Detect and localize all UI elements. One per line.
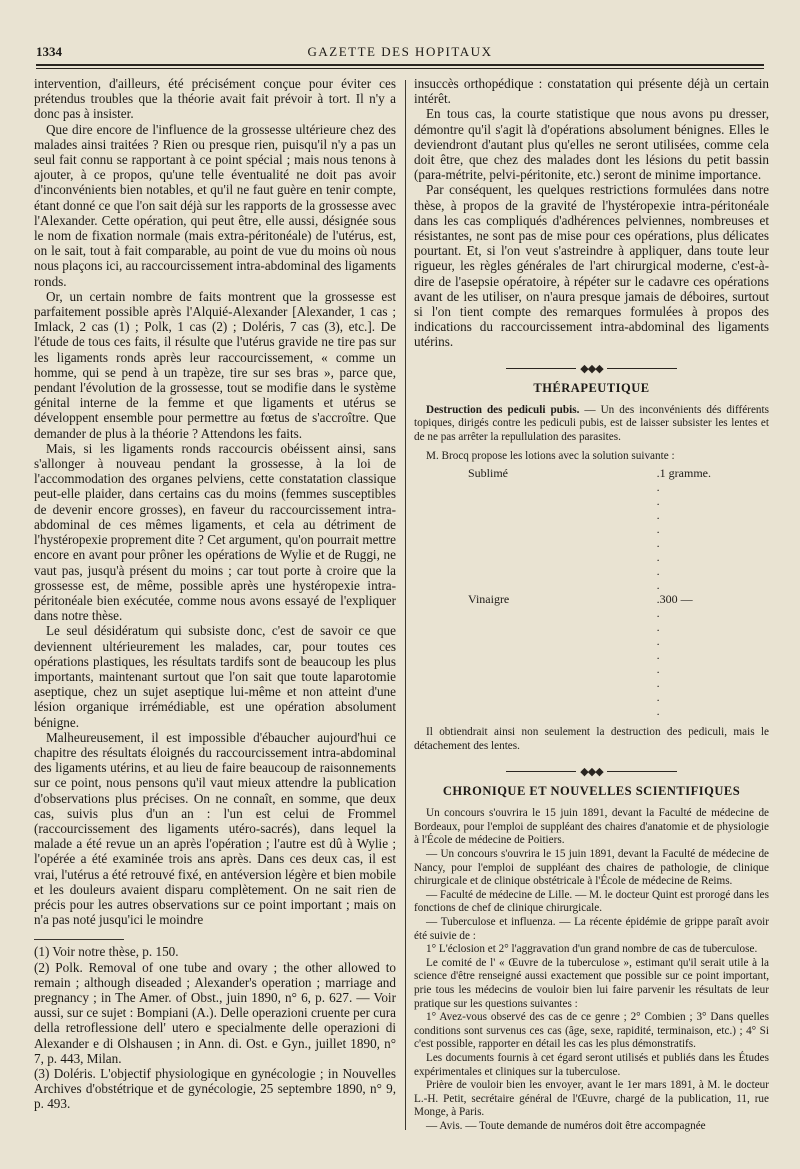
right-paragraph-3: Par conséquent, les quelques restrictions formulées dans notre thèse, à propos de la gravité de l'hystéropexie intra-péritonéale dans les cas compliqués d'adhérences pelviennes, nombreuses et résistantes, ne sont pas de mise pour ces opérations, plus délicates pourtant. Et, si l'on veut s'astreindre à appliquer, dans toute leur rigueur, les règles générales de l'art chirurgical moderne, c'est-à-dire de l'asepsie opératoire, à répéter sur le cadavre ces opérations avant de les utiliser, on n'aura presque jamais de déboires, surtout si l'on tient compte des remarques formulées à propos des indications du raccourcissement intra-abdominal des ligaments utérins. <box>414 182 769 350</box>
footnote-2: (2) Polk. Removal of one tube and ovary ; the other allowed to remain ; although diseaded ; Alexander's operation ; marriage and pregnancy ; in The Amer. of Obst., juin 1890, n° 6, p. 627. — Voir aussi, sur ce sujet : Bompiani (A.). Delle operazioni cruente per cura della retroflessione dell' utero e specialmente delle operazioni di Alexander e di Olshausen ; in Ann. di. Ost. e Gyn., juillet 1890, n° 7, p. 443, Milan. <box>34 959 396 1066</box>
header-rule-thin <box>36 68 764 69</box>
chronique-paragraph: Un concours s'ouvrira le 15 juin 1891, devant la Faculté de médecine de Bordeaux, pour l'emploi de suppléant des chaires d'anatomie et de physiologie à l'École de médecine de Poitiers. <box>414 807 769 847</box>
recipe-ingredient: Sublimé <box>468 466 509 481</box>
left-paragraph-5: Le seul désidératum qui subsiste donc, c'est de savoir ce que deviennent ultérieurement les malades, car, pour toutes ces opérations plastiques, les résultats tardifs sont de beaucoup les plus importants, maintenant surtout que l'on sait que toute laparotomie aseptique, chez un sujet aseptique lui-même et non atteint d'une lésion organique irrémédiable, est une opération absolument bénigne. <box>34 623 396 730</box>
therapeutique-outro: Il obtiendrait ainsi non seulement la destruction des pediculi, mais le détachement des lentes. <box>414 726 769 752</box>
header-rule-thick <box>36 64 764 66</box>
recipe-ingredient: Vinaigre <box>468 592 510 607</box>
therapeutique-intro: M. Brocq propose les lotions avec la solution suivante : <box>426 450 675 463</box>
chronique-title: CHRONIQUE ET NOUVELLES SCIENTIFIQUES <box>442 784 741 799</box>
therapeutique-title: THÉRAPEUTIQUE <box>533 380 650 395</box>
left-paragraph-4: Mais, si les ligaments ronds raccourcis obéissent ainsi, sans s'allonger à nouveau pendant la grossesse, à la loi de l'accommodation des organes pelviens, cette constatation classique peut-elle plaider, dans certains cas du moins (femmes susceptibles de devenir encore grosses), en faveur du raccourcissement intra-abdominal de ces mêmes ligaments, et cela au détriment de l'hystéropexie proprement dite ? Cet argument, qu'on pourrait mettre encore en avant pour prôner les opérations de Wylie et de Ruggi, ne vaut pas, jusqu'à présent du moins ; car tout porte à croire que la grossesse est, de même, possible après une hystéropexie intra-péritonéale bien exécutée, comme nous avons essayé de l'expliquer dans notre thèse. <box>34 440 396 624</box>
section-ornament: ◆◆◆ <box>414 765 769 778</box>
footnote-3: (3) Doléris. L'objectif physiologique en gynécologie ; in Nouvelles Archives d'obstétrique et de gynécologie, 25 septembre 1890, n° 9, p. 493. <box>34 1066 396 1112</box>
therapeutique-lead-rest: — Un des inconvénients dés différents topiques, dirigés contre les pediculi pubis, est de laisser subsister les lentes et de ne pas arrêter la repullulation des parasites. <box>414 403 769 443</box>
therapeutique-section <box>414 404 769 754</box>
chronique-paragraph: — Un concours s'ouvrira le 15 juin 1891, devant la Faculté de médecine de Nancy, pour l'emploi de suppléant des chaires de pathologie, de clinique chirurgicale et de clinique obstétricale à l'École de médecine de Reims. <box>414 848 769 888</box>
chronique-paragraph: — Faculté de médecine de Lille. — M. le docteur Quint est prorogé dans les fonctions de chef de clinique chirurgicale. <box>414 888 769 915</box>
chronique-paragraph: Le comité de l' « Œuvre de la tuberculose », estimant qu'il serait utile à la science d'être renseigné aussi exactement que possible sur ce point important, prie tous les médecins de vouloir bien lui faire parvenir les résultats de leur pratique sur les questions suivantes : <box>414 956 769 1010</box>
recipe-row <box>414 592 754 718</box>
recipe-quantity: 1 gramme. <box>659 466 711 481</box>
page-number: 1334 <box>36 44 62 59</box>
chronique-paragraph: Les documents fournis à cet égard seront utilisés et publiés dans les Études expérimentales et cliniques sur la tuberculose. <box>414 1051 769 1078</box>
footnote-1: (1) Voir notre thèse, p. 150. <box>34 944 179 960</box>
footnotes <box>34 939 396 1112</box>
chronique-paragraph: — Avis. — Toute demande de numéros doit être accompagnée <box>426 1119 706 1132</box>
recipe-quantity: 300 — <box>659 592 693 607</box>
left-paragraph-1: intervention, d'ailleurs, été précisément conçue pour éviter ces prétendus troubles que la théorie avait fait prévoir à tort. Il n'y a donc pas à insister. <box>34 76 396 122</box>
chronique-paragraph: Prière de vouloir bien les envoyer, avant le 1er mars 1891, à M. le docteur L.-H. Petit, secrétaire général de l'Œuvre, chargé de la publication, 11, rue Monge, à Paris. <box>414 1079 769 1119</box>
chronique-paragraph: — Tuberculose et influenza. — La récente épidémie de grippe paraît avoir été suivie de : <box>414 915 769 942</box>
right-paragraph-2: En tous cas, la courte statistique que nous avons pu dresser, démontre qu'il s'agit là d'opérations absolument bénignes. Elles le deviendront d'autant plus qu'elles ne seront utilisées, comme cela doit être, que chez des malades dont les lésions du petit bassin (para-métrite, pelvi-péritonite, etc.) seront de minime importance. <box>414 106 769 183</box>
chronique-paragraph: 1° Avez-vous observé des cas de ce genre ; 2° Combien ; 3° Dans quelles conditions sont survenus ces cas (âge, sexe, rapidité, terminaison, etc.) ; 4° Si c'est possible, rapporter en détail les cas les plus démonstratifs. <box>414 1011 769 1051</box>
left-column <box>34 76 396 1112</box>
right-column <box>414 76 769 1133</box>
left-paragraph-2: Que dire encore de l'influence de la grossesse ultérieure chez des malades ainsi traitées ? Rien ou presque rien, puisqu'il n'y a pas un seul fait connu se rapportant à ce point spécial ; mais nous tenons à ajouter, à ce propos, qu'une telle éventualité ne doit pas avoir d'inconvénients bien notables, et qu'il ne faut guère en tenir compte, étant donné ce que l'on sait déjà sur les rapports de la grossesse avec l'Alexander. Cette opération, qui peut être, elle aussi, désignée sous le nom de fixation normale (mais extra-péritonéale) de l'utérus, est, on le sait, tout à fait comparable, au point de vue du moins où nous nous plaçons ici, au raccourcissement intra-abdominal des ligaments ronds. <box>34 121 396 289</box>
recipe-leader: . . . . . . . . . <box>656 592 660 719</box>
recipe-row <box>414 466 754 592</box>
recipe <box>414 466 754 718</box>
chronique-paragraph: 1° L'éclosion et 2° l'aggravation d'un grand nombre de cas de tuberculose. <box>426 943 758 956</box>
left-paragraph-6: Malheureusement, il est impossible d'ébaucher aujourd'hui ce chapitre des résultats éloignés du raccourcissement intra-abdominal des ligaments utérins, et au lieu de faire beaucoup de raisonnements sur ce point, nous pensons qu'il vaut mieux attendre la publication d'observations plus précises. On ne connaît, en somme, que deux cas, suivis plus d'un an : l'un est celui de Frommel (raccourcissement des ligaments utéro-sacrés), dans lequel la malade a été revue un an après l'opération ; l'autre est dû à Wylie ; l'opérée a été examinée trois ans après. Dans ces deux cas, il est vrai, l'utérus a été retrouvé fixé, en antéversion légère et bien mobile et les douleurs avaient disparu complètement. On ne sait rien de précis pour les autres observations sur ce point important ; mais on n'a pas noté jusqu'ici le moindre <box>34 729 396 928</box>
running-head: GAZETTE DES HOPITAUX <box>307 44 493 59</box>
right-paragraph-1: insuccès orthopédique : constatation qui présente déjà un certain intérêt. <box>414 76 769 107</box>
left-paragraph-3: Or, un certain nombre de faits montrent que la grossesse est parfaitement possible après l'Alquié-Alexander [Alexander, 1 cas ; Imlack, 2 cas (1) ; Polk, 1 cas (2) ; Doléris, 7 cas (3), etc.]. De l'étude de tous ces faits, il résulte que l'utérus gravide ne tire pas sur les ligaments ronds après leur raccourcissement, « comme un homme, qui se pend à un trapèze, tire sur ses bras », parce que, pendant l'évolution de la grossesse, tout se modifie dans le système génital interne de la femme et que ligaments et utérus se développent ensemble pour permettre au fœtus de s'accroître. Que demander de plus à la théorie ? Attendons les faits. <box>34 288 396 441</box>
recipe-leader: . . . . . . . . . <box>656 466 660 593</box>
column-divider <box>405 80 406 1130</box>
therapeutique-lead-paragraph <box>414 404 769 445</box>
therapeutique-lead: Destruction des pediculi pubis. <box>426 403 580 416</box>
section-ornament: ◆◆◆ <box>414 362 769 375</box>
chronique-section <box>414 807 769 1133</box>
